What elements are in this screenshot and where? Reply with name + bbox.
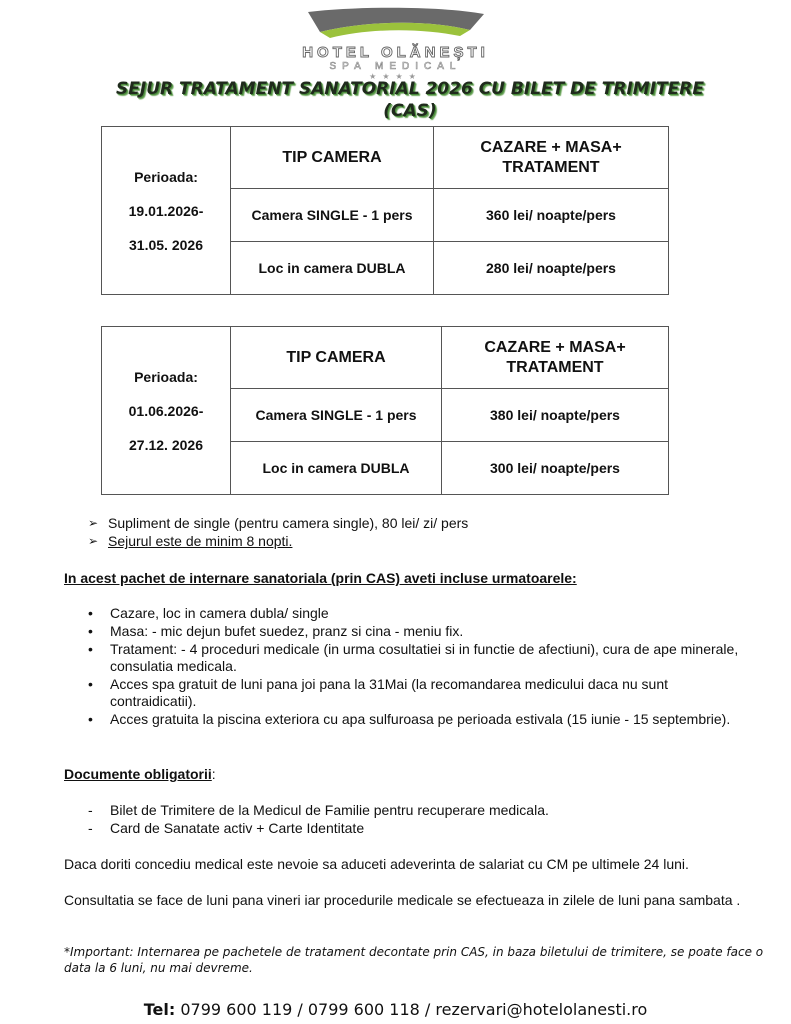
arrow-bullet-icon: ➢: [88, 534, 99, 548]
list-item-text: Acces gratuita la piscina exteriora cu apa sulfuroasa pe perioada estivala (15 iunie - 15 septembrie).: [110, 711, 731, 727]
hotel-logo: [0, 6, 791, 88]
period-cell: [102, 127, 231, 295]
price-cell: 300 lei/ noapte/pers: [442, 442, 669, 495]
header-room-type: TIP CAMERA: [231, 127, 434, 189]
header-price-line-2: TRATAMENT: [502, 158, 600, 176]
price-cell: 380 lei/ noapte/pers: [442, 389, 669, 442]
room-type-cell: Loc in camera DUBLA: [231, 442, 442, 495]
list-item: [88, 605, 748, 622]
list-item: [88, 711, 748, 728]
logo-swoosh-icon: [300, 6, 491, 46]
page-title-line-2: (CAS): [383, 101, 437, 121]
rates-table-1: [101, 126, 669, 295]
logo-name: HOTEL OLĂNEȘTI: [302, 44, 489, 61]
dash-bullet-icon: -: [88, 820, 93, 836]
price-cell: 360 lei/ noapte/pers: [434, 189, 669, 242]
list-item: [88, 676, 748, 710]
list-item-text: Cazare, loc in camera dubla/ single: [110, 605, 329, 621]
period-start: 01.06.2026-: [128, 402, 204, 419]
price-cell: 280 lei/ noapte/pers: [434, 242, 669, 295]
footer-label: Tel:: [143, 1000, 176, 1019]
medical-leave-paragraph: Daca doriti concediu medical este nevoie sa aduceti adeverinta de salariat cu CM pe ultimele 24 luni.: [64, 856, 689, 872]
header-room-type: TIP CAMERA: [231, 327, 442, 389]
included-list: [88, 605, 748, 729]
bullet-dot-icon: •: [88, 641, 93, 657]
documents-heading: [64, 766, 216, 782]
rates-table-2: [101, 326, 669, 495]
note-text: Sejurul este de minim 8 nopti.: [108, 533, 293, 549]
note-item: [88, 532, 468, 550]
schedule-paragraph: Consultatia se face de luni pana vineri iar procedurile medicale se efectueaza in zilele de luni pana sambata .: [64, 892, 741, 908]
documents-list: [88, 801, 549, 837]
logo-stars: ★★★★: [369, 72, 422, 81]
included-heading: In acest pachet de internare sanatoriala (prin CAS) aveti incluse urmatoarele:: [64, 570, 577, 586]
header-price: [442, 327, 669, 389]
bullet-dot-icon: •: [88, 623, 93, 639]
header-price: [434, 127, 669, 189]
bullet-dot-icon: •: [88, 605, 93, 621]
period-start: 19.01.2026-: [128, 202, 204, 219]
period-label: Perioada:: [134, 368, 198, 385]
note-item: [88, 514, 468, 532]
contact-footer: [0, 1000, 791, 1019]
dash-bullet-icon: -: [88, 802, 93, 818]
bullet-dot-icon: •: [88, 676, 93, 692]
note-text: Supliment de single (pentru camera single), 80 lei/ zi/ pers: [108, 515, 469, 531]
list-item: [88, 819, 549, 837]
logo-subtitle: SPA MEDICAL: [329, 61, 462, 72]
list-item: [88, 641, 748, 675]
list-item-text: Bilet de Trimitere de la Medicul de Familie pentru recuperare medicala.: [110, 802, 549, 818]
room-type-cell: Loc in camera DUBLA: [231, 242, 434, 295]
list-item-text: Acces spa gratuit de luni pana joi pana la 31Mai (la recomandarea medicului daca nu sunt contraidicatii).: [110, 676, 669, 709]
list-item: [88, 801, 549, 819]
period-label: Perioada:: [134, 168, 198, 185]
arrow-bullet-icon: ➢: [88, 516, 99, 530]
header-price-line-2: TRATAMENT: [506, 358, 604, 376]
period-end: 31.05. 2026: [129, 236, 203, 253]
list-item-text: Masa: - mic dejun bufet suedez, pranz si cina - meniu fix.: [110, 623, 464, 639]
footer-contact: 0799 600 119 / 0799 600 118 / rezervari@hotelolanesti.ro: [175, 1000, 648, 1019]
list-item-text: Tratament: - 4 proceduri medicale (in urma cosultatiei si in functie de afectiuni), cura de ape minerale, consulatia medicala.: [110, 641, 739, 674]
header-price-line-1: CAZARE + MASA+: [484, 338, 626, 356]
period-cell: [102, 327, 231, 495]
notes-list: [88, 514, 468, 550]
bullet-dot-icon: •: [88, 711, 93, 727]
documents-heading-text: Documente obligatorii: [64, 766, 212, 782]
period-end: 27.12. 2026: [129, 436, 203, 453]
documents-heading-suffix: :: [211, 766, 216, 782]
important-note: *Important: Internarea pe pachetele de tratament decontate prin CAS, in baza biletului de trimitere, se poate face o data la 6 luni, nu mai devreme.: [64, 945, 764, 975]
page-title-line-1: SEJUR TRATAMENT SANATORIAL 2026 CU BILET DE TRIMITERE: [116, 79, 704, 99]
room-type-cell: Camera SINGLE - 1 pers: [231, 189, 434, 242]
page-title: [60, 78, 760, 122]
room-type-cell: Camera SINGLE - 1 pers: [231, 389, 442, 442]
header-price-line-1: CAZARE + MASA+: [480, 138, 622, 156]
list-item-text: Card de Sanatate activ + Carte Identitate: [110, 820, 365, 836]
list-item: [88, 623, 748, 640]
